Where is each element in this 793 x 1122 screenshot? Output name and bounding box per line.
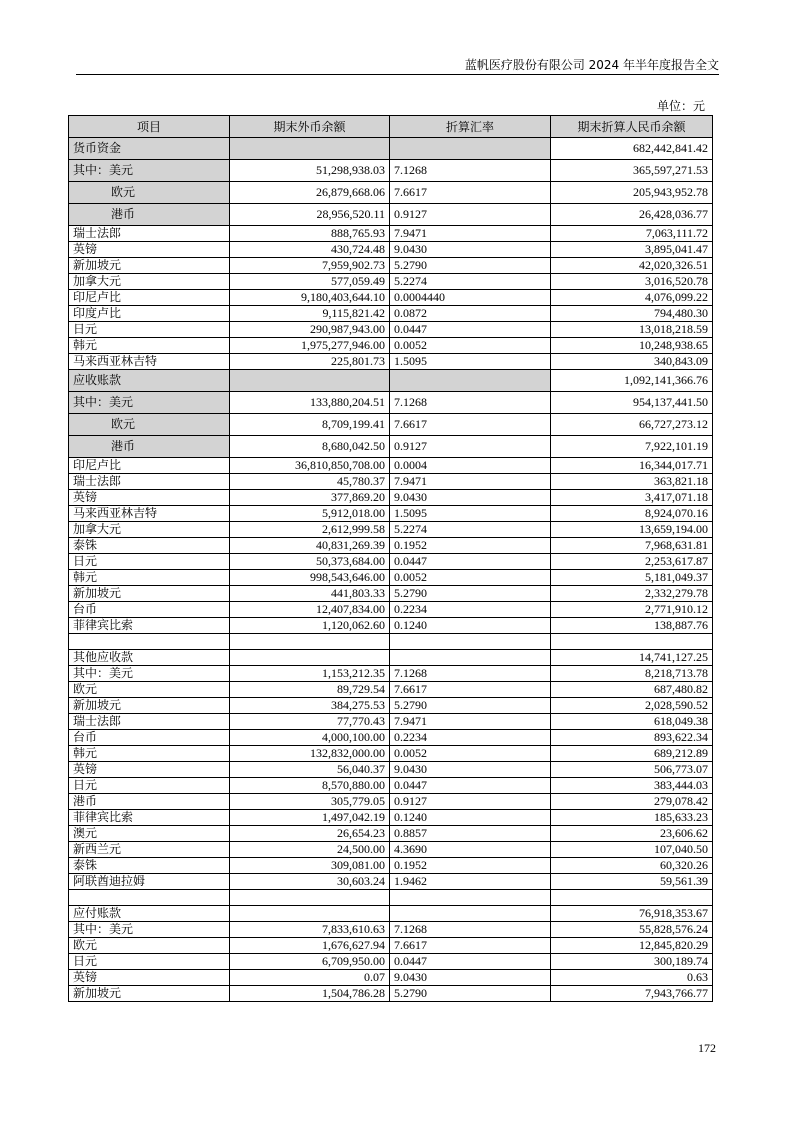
rmb-balance-cell: 42,020,326.51 bbox=[551, 258, 713, 274]
rmb-balance-cell: 506,773.07 bbox=[551, 762, 713, 778]
table-row bbox=[69, 810, 713, 826]
exchange-rate-cell: 5.2274 bbox=[390, 522, 551, 538]
item-cell: 新加坡元 bbox=[69, 698, 230, 714]
table-row bbox=[69, 778, 713, 794]
rmb-balance-cell: 1,092,141,366.76 bbox=[551, 370, 713, 392]
foreign-balance-cell bbox=[230, 650, 390, 666]
table-row bbox=[69, 258, 713, 274]
foreign-balance-cell: 7,959,902.73 bbox=[230, 258, 390, 274]
exchange-rate-cell: 0.0447 bbox=[390, 778, 551, 794]
exchange-rate-cell: 7.1268 bbox=[390, 160, 551, 182]
item-cell: 其他应收款 bbox=[69, 650, 230, 666]
rmb-balance-cell: 794,480.30 bbox=[551, 306, 713, 322]
table-row bbox=[69, 586, 713, 602]
exchange-rate-cell: 7.9471 bbox=[390, 474, 551, 490]
item-cell: 货币资金 bbox=[69, 138, 230, 160]
rmb-balance-cell: 55,828,576.24 bbox=[551, 922, 713, 938]
rmb-balance-cell: 14,741,127.25 bbox=[551, 650, 713, 666]
foreign-balance-cell: 26,654.23 bbox=[230, 826, 390, 842]
exchange-rate-cell: 0.0052 bbox=[390, 338, 551, 354]
item-cell: 马来西亚林吉特 bbox=[69, 506, 230, 522]
exchange-rate-cell: 9.0430 bbox=[390, 490, 551, 506]
table-row bbox=[69, 306, 713, 322]
item-cell: 应收账款 bbox=[69, 370, 230, 392]
exchange-rate-cell: 0.0004 bbox=[390, 458, 551, 474]
item-cell: 应付账款 bbox=[69, 906, 230, 922]
foreign-balance-cell: 8,570,880.00 bbox=[230, 778, 390, 794]
rmb-balance-cell: 23,606.62 bbox=[551, 826, 713, 842]
foreign-balance-cell: 377,869.20 bbox=[230, 490, 390, 506]
foreign-balance-cell: 132,832,000.00 bbox=[230, 746, 390, 762]
table-row bbox=[69, 874, 713, 890]
exchange-rate-cell: 0.9127 bbox=[390, 794, 551, 810]
table-row bbox=[69, 730, 713, 746]
foreign-balance-cell: 24,500.00 bbox=[230, 842, 390, 858]
table-row bbox=[69, 762, 713, 778]
foreign-balance-cell: 30,603.24 bbox=[230, 874, 390, 890]
rmb-balance-cell: 3,016,520.78 bbox=[551, 274, 713, 290]
table-row bbox=[69, 338, 713, 354]
rmb-balance-cell: 2,028,590.52 bbox=[551, 698, 713, 714]
exchange-rate-cell: 7.9471 bbox=[390, 714, 551, 730]
foreign-balance-cell: 9,180,403,644.10 bbox=[230, 290, 390, 306]
exchange-rate-cell: 4.3690 bbox=[390, 842, 551, 858]
table-row bbox=[69, 490, 713, 506]
rmb-balance-cell: 340,843.09 bbox=[551, 354, 713, 370]
rmb-balance-cell: 60,320.26 bbox=[551, 858, 713, 874]
item-cell: 新加坡元 bbox=[69, 258, 230, 274]
foreign-balance-cell: 1,676,627.94 bbox=[230, 938, 390, 954]
table-row bbox=[69, 954, 713, 970]
table-row bbox=[69, 570, 713, 586]
foreign-balance-cell: 1,120,062.60 bbox=[230, 618, 390, 634]
exchange-rate-cell: 0.1952 bbox=[390, 858, 551, 874]
exchange-rate-cell: 7.1268 bbox=[390, 922, 551, 938]
rmb-balance-cell: 5,181,049.37 bbox=[551, 570, 713, 586]
foreign-balance-cell: 430,724.48 bbox=[230, 242, 390, 258]
exchange-rate-cell: 0.1952 bbox=[390, 538, 551, 554]
table-row bbox=[69, 922, 713, 938]
rmb-balance-cell: 205,943,952.78 bbox=[551, 182, 713, 204]
rmb-balance-cell: 10,248,938.65 bbox=[551, 338, 713, 354]
exchange-rate-cell: 0.8857 bbox=[390, 826, 551, 842]
item-cell bbox=[69, 634, 230, 650]
foreign-balance-cell: 1,153,212.35 bbox=[230, 666, 390, 682]
item-cell: 菲律宾比索 bbox=[69, 618, 230, 634]
rmb-balance-cell: 2,332,279.78 bbox=[551, 586, 713, 602]
foreign-balance-cell: 1,975,277,946.00 bbox=[230, 338, 390, 354]
rmb-balance-cell: 16,344,017.71 bbox=[551, 458, 713, 474]
item-cell: 日元 bbox=[69, 322, 230, 338]
page-number: 172 bbox=[698, 1041, 716, 1055]
table-row bbox=[69, 242, 713, 258]
table-row bbox=[69, 522, 713, 538]
item-cell: 印尼卢比 bbox=[69, 290, 230, 306]
rmb-balance-cell: 2,253,617.87 bbox=[551, 554, 713, 570]
exchange-rate-cell: 7.6617 bbox=[390, 682, 551, 698]
foreign-balance-cell: 50,373,684.00 bbox=[230, 554, 390, 570]
foreign-balance-cell: 9,115,821.42 bbox=[230, 306, 390, 322]
item-cell: 瑞士法郎 bbox=[69, 714, 230, 730]
item-cell: 欧元 bbox=[69, 938, 230, 954]
foreign-balance-cell: 12,407,834.00 bbox=[230, 602, 390, 618]
exchange-rate-cell bbox=[390, 138, 551, 160]
exchange-rate-cell: 0.0447 bbox=[390, 954, 551, 970]
item-cell: 印尼卢比 bbox=[69, 458, 230, 474]
table-row bbox=[69, 618, 713, 634]
foreign-balance-cell: 40,831,269.39 bbox=[230, 538, 390, 554]
exchange-rate-cell: 5.2790 bbox=[390, 698, 551, 714]
foreign-balance-cell: 89,729.54 bbox=[230, 682, 390, 698]
item-cell: 加拿大元 bbox=[69, 522, 230, 538]
foreign-balance-cell bbox=[230, 890, 390, 906]
item-cell: 其中：美元 bbox=[69, 392, 230, 414]
foreign-balance-cell: 4,000,100.00 bbox=[230, 730, 390, 746]
foreign-balance-cell: 8,680,042.50 bbox=[230, 436, 390, 458]
rmb-balance-cell: 59,561.39 bbox=[551, 874, 713, 890]
rmb-balance-cell: 279,078.42 bbox=[551, 794, 713, 810]
foreign-balance-cell: 309,081.00 bbox=[230, 858, 390, 874]
table-header-row bbox=[69, 116, 713, 138]
table-row bbox=[69, 138, 713, 160]
rmb-balance-cell: 26,428,036.77 bbox=[551, 204, 713, 226]
table-row bbox=[69, 554, 713, 570]
rmb-balance-cell: 7,943,766.77 bbox=[551, 986, 713, 1002]
item-cell bbox=[69, 890, 230, 906]
exchange-rate-cell: 0.1240 bbox=[390, 810, 551, 826]
item-cell: 新加坡元 bbox=[69, 986, 230, 1002]
item-cell: 韩元 bbox=[69, 746, 230, 762]
foreign-balance-cell: 384,275.53 bbox=[230, 698, 390, 714]
item-cell: 马来西亚林吉特 bbox=[69, 354, 230, 370]
table-row bbox=[69, 842, 713, 858]
item-cell: 台币 bbox=[69, 602, 230, 618]
rmb-balance-cell: 0.63 bbox=[551, 970, 713, 986]
table-row bbox=[69, 204, 713, 226]
rmb-balance-cell: 618,049.38 bbox=[551, 714, 713, 730]
item-cell: 欧元 bbox=[69, 182, 230, 204]
foreign-currency-table bbox=[68, 115, 713, 1002]
table-row bbox=[69, 182, 713, 204]
foreign-balance-cell bbox=[230, 370, 390, 392]
foreign-balance-cell: 305,779.05 bbox=[230, 794, 390, 810]
table-row bbox=[69, 746, 713, 762]
exchange-rate-cell: 7.6617 bbox=[390, 414, 551, 436]
item-cell: 港币 bbox=[69, 204, 230, 226]
item-cell: 印度卢比 bbox=[69, 306, 230, 322]
table-row bbox=[69, 794, 713, 810]
exchange-rate-cell: 9.0430 bbox=[390, 970, 551, 986]
foreign-balance-cell: 77,770.43 bbox=[230, 714, 390, 730]
item-cell: 新西兰元 bbox=[69, 842, 230, 858]
exchange-rate-cell: 5.2274 bbox=[390, 274, 551, 290]
exchange-rate-cell bbox=[390, 370, 551, 392]
table-row bbox=[69, 274, 713, 290]
item-cell: 港币 bbox=[69, 436, 230, 458]
table-row bbox=[69, 370, 713, 392]
table-row bbox=[69, 682, 713, 698]
table-row bbox=[69, 538, 713, 554]
table-row bbox=[69, 634, 713, 650]
item-cell: 日元 bbox=[69, 778, 230, 794]
exchange-rate-cell: 0.0447 bbox=[390, 322, 551, 338]
rmb-balance-cell: 7,968,631.81 bbox=[551, 538, 713, 554]
foreign-balance-cell: 577,059.49 bbox=[230, 274, 390, 290]
rmb-balance-cell: 363,821.18 bbox=[551, 474, 713, 490]
rmb-balance-cell: 4,076,099.22 bbox=[551, 290, 713, 306]
table-row bbox=[69, 414, 713, 436]
rmb-balance-cell: 7,063,111.72 bbox=[551, 226, 713, 242]
table-row bbox=[69, 458, 713, 474]
exchange-rate-cell: 5.2790 bbox=[390, 586, 551, 602]
exchange-rate-cell: 0.0052 bbox=[390, 746, 551, 762]
rmb-balance-cell: 893,622.34 bbox=[551, 730, 713, 746]
foreign-balance-cell: 888,765.93 bbox=[230, 226, 390, 242]
table-row bbox=[69, 506, 713, 522]
exchange-rate-cell: 0.0872 bbox=[390, 306, 551, 322]
item-cell: 英镑 bbox=[69, 490, 230, 506]
exchange-rate-cell: 1.5095 bbox=[390, 506, 551, 522]
item-cell: 台币 bbox=[69, 730, 230, 746]
item-cell: 阿联酋迪拉姆 bbox=[69, 874, 230, 890]
foreign-balance-cell: 441,803.33 bbox=[230, 586, 390, 602]
exchange-rate-cell: 1.5095 bbox=[390, 354, 551, 370]
rmb-balance-cell: 76,918,353.67 bbox=[551, 906, 713, 922]
foreign-balance-cell: 36,810,850,708.00 bbox=[230, 458, 390, 474]
foreign-balance-cell: 51,298,938.03 bbox=[230, 160, 390, 182]
foreign-balance-cell: 1,504,786.28 bbox=[230, 986, 390, 1002]
rmb-balance-cell: 383,444.03 bbox=[551, 778, 713, 794]
item-cell: 韩元 bbox=[69, 570, 230, 586]
foreign-balance-cell: 5,912,018.00 bbox=[230, 506, 390, 522]
exchange-rate-cell bbox=[390, 906, 551, 922]
exchange-rate-cell: 0.2234 bbox=[390, 602, 551, 618]
item-cell: 日元 bbox=[69, 954, 230, 970]
item-cell: 澳元 bbox=[69, 826, 230, 842]
exchange-rate-cell: 7.6617 bbox=[390, 182, 551, 204]
rmb-balance-cell: 689,212.89 bbox=[551, 746, 713, 762]
rmb-balance-cell: 12,845,820.29 bbox=[551, 938, 713, 954]
item-cell: 其中：美元 bbox=[69, 160, 230, 182]
item-cell: 加拿大元 bbox=[69, 274, 230, 290]
exchange-rate-cell: 9.0430 bbox=[390, 242, 551, 258]
rmb-balance-cell: 2,771,910.12 bbox=[551, 602, 713, 618]
table-row bbox=[69, 354, 713, 370]
table-row bbox=[69, 650, 713, 666]
item-cell: 菲律宾比索 bbox=[69, 810, 230, 826]
rmb-balance-cell: 3,417,071.18 bbox=[551, 490, 713, 506]
exchange-rate-cell: 0.0052 bbox=[390, 570, 551, 586]
foreign-balance-cell: 998,543,646.00 bbox=[230, 570, 390, 586]
exchange-rate-cell: 0.0447 bbox=[390, 554, 551, 570]
exchange-rate-cell: 1.9462 bbox=[390, 874, 551, 890]
report-title: 蓝帆医疗股份有限公司 2024 年半年度报告全文 bbox=[464, 58, 719, 72]
rmb-balance-cell: 107,040.50 bbox=[551, 842, 713, 858]
foreign-balance-cell bbox=[230, 634, 390, 650]
foreign-balance-cell: 1,497,042.19 bbox=[230, 810, 390, 826]
table-row bbox=[69, 938, 713, 954]
table-row bbox=[69, 474, 713, 490]
item-cell: 瑞士法郎 bbox=[69, 226, 230, 242]
table-row bbox=[69, 906, 713, 922]
rmb-balance-cell: 185,633.23 bbox=[551, 810, 713, 826]
foreign-balance-cell: 133,880,204.51 bbox=[230, 392, 390, 414]
foreign-balance-cell: 26,879,668.06 bbox=[230, 182, 390, 204]
table-row bbox=[69, 160, 713, 182]
foreign-balance-cell bbox=[230, 906, 390, 922]
exchange-rate-cell: 0.1240 bbox=[390, 618, 551, 634]
exchange-rate-cell: 9.0430 bbox=[390, 762, 551, 778]
exchange-rate-cell: 0.9127 bbox=[390, 204, 551, 226]
table-row bbox=[69, 392, 713, 414]
item-cell: 港币 bbox=[69, 794, 230, 810]
item-cell: 其中：美元 bbox=[69, 922, 230, 938]
rmb-balance-cell: 365,597,271.53 bbox=[551, 160, 713, 182]
table-row bbox=[69, 698, 713, 714]
item-cell: 英镑 bbox=[69, 242, 230, 258]
foreign-balance-cell: 225,801.73 bbox=[230, 354, 390, 370]
rmb-balance-cell: 8,218,713.78 bbox=[551, 666, 713, 682]
table-row bbox=[69, 986, 713, 1002]
exchange-rate-cell: 0.0004440 bbox=[390, 290, 551, 306]
table-row bbox=[69, 890, 713, 906]
column-header-rmb-balance: 期末折算人民币余额 bbox=[551, 116, 713, 138]
item-cell: 瑞士法郎 bbox=[69, 474, 230, 490]
foreign-balance-cell: 2,612,999.58 bbox=[230, 522, 390, 538]
exchange-rate-cell: 7.9471 bbox=[390, 226, 551, 242]
item-cell: 泰铢 bbox=[69, 858, 230, 874]
column-header-item: 项目 bbox=[69, 116, 230, 138]
item-cell: 欧元 bbox=[69, 682, 230, 698]
rmb-balance-cell: 682,442,841.42 bbox=[551, 138, 713, 160]
rmb-balance-cell bbox=[551, 634, 713, 650]
table-row bbox=[69, 322, 713, 338]
rmb-balance-cell: 7,922,101.19 bbox=[551, 436, 713, 458]
exchange-rate-cell bbox=[390, 890, 551, 906]
exchange-rate-cell: 7.6617 bbox=[390, 938, 551, 954]
exchange-rate-cell: 0.9127 bbox=[390, 436, 551, 458]
rmb-balance-cell: 66,727,273.12 bbox=[551, 414, 713, 436]
table-row bbox=[69, 858, 713, 874]
foreign-balance-cell: 8,709,199.41 bbox=[230, 414, 390, 436]
item-cell: 欧元 bbox=[69, 414, 230, 436]
table-row bbox=[69, 436, 713, 458]
rmb-balance-cell: 13,018,218.59 bbox=[551, 322, 713, 338]
foreign-balance-cell: 7,833,610.63 bbox=[230, 922, 390, 938]
foreign-balance-cell bbox=[230, 138, 390, 160]
foreign-balance-cell: 28,956,520.11 bbox=[230, 204, 390, 226]
item-cell: 日元 bbox=[69, 554, 230, 570]
rmb-balance-cell: 8,924,070.16 bbox=[551, 506, 713, 522]
item-cell: 韩元 bbox=[69, 338, 230, 354]
exchange-rate-cell: 7.1268 bbox=[390, 666, 551, 682]
table-row bbox=[69, 666, 713, 682]
exchange-rate-cell: 7.1268 bbox=[390, 392, 551, 414]
table-row bbox=[69, 602, 713, 618]
table-row bbox=[69, 226, 713, 242]
exchange-rate-cell: 5.2790 bbox=[390, 986, 551, 1002]
exchange-rate-cell bbox=[390, 650, 551, 666]
item-cell: 英镑 bbox=[69, 762, 230, 778]
rmb-balance-cell: 954,137,441.50 bbox=[551, 392, 713, 414]
rmb-balance-cell: 3,895,041.47 bbox=[551, 242, 713, 258]
exchange-rate-cell: 0.2234 bbox=[390, 730, 551, 746]
exchange-rate-cell bbox=[390, 634, 551, 650]
table-row bbox=[69, 826, 713, 842]
rmb-balance-cell: 687,480.82 bbox=[551, 682, 713, 698]
rmb-balance-cell: 138,887.76 bbox=[551, 618, 713, 634]
foreign-balance-cell: 56,040.37 bbox=[230, 762, 390, 778]
foreign-balance-cell: 0.07 bbox=[230, 970, 390, 986]
exchange-rate-cell: 5.2790 bbox=[390, 258, 551, 274]
page-header bbox=[76, 56, 719, 75]
table-row bbox=[69, 290, 713, 306]
unit-label: 单位：元 bbox=[656, 99, 705, 113]
rmb-balance-cell: 300,189.74 bbox=[551, 954, 713, 970]
foreign-balance-cell: 6,709,950.00 bbox=[230, 954, 390, 970]
table-body bbox=[69, 138, 713, 1002]
rmb-balance-cell: 13,659,194.00 bbox=[551, 522, 713, 538]
column-header-exchange-rate: 折算汇率 bbox=[390, 116, 551, 138]
item-cell: 其中：美元 bbox=[69, 666, 230, 682]
item-cell: 泰铢 bbox=[69, 538, 230, 554]
foreign-balance-cell: 45,780.37 bbox=[230, 474, 390, 490]
column-header-foreign-balance: 期末外币余额 bbox=[230, 116, 390, 138]
rmb-balance-cell bbox=[551, 890, 713, 906]
table-row bbox=[69, 714, 713, 730]
table-row bbox=[69, 970, 713, 986]
item-cell: 英镑 bbox=[69, 970, 230, 986]
foreign-balance-cell: 290,987,943.00 bbox=[230, 322, 390, 338]
item-cell: 新加坡元 bbox=[69, 586, 230, 602]
